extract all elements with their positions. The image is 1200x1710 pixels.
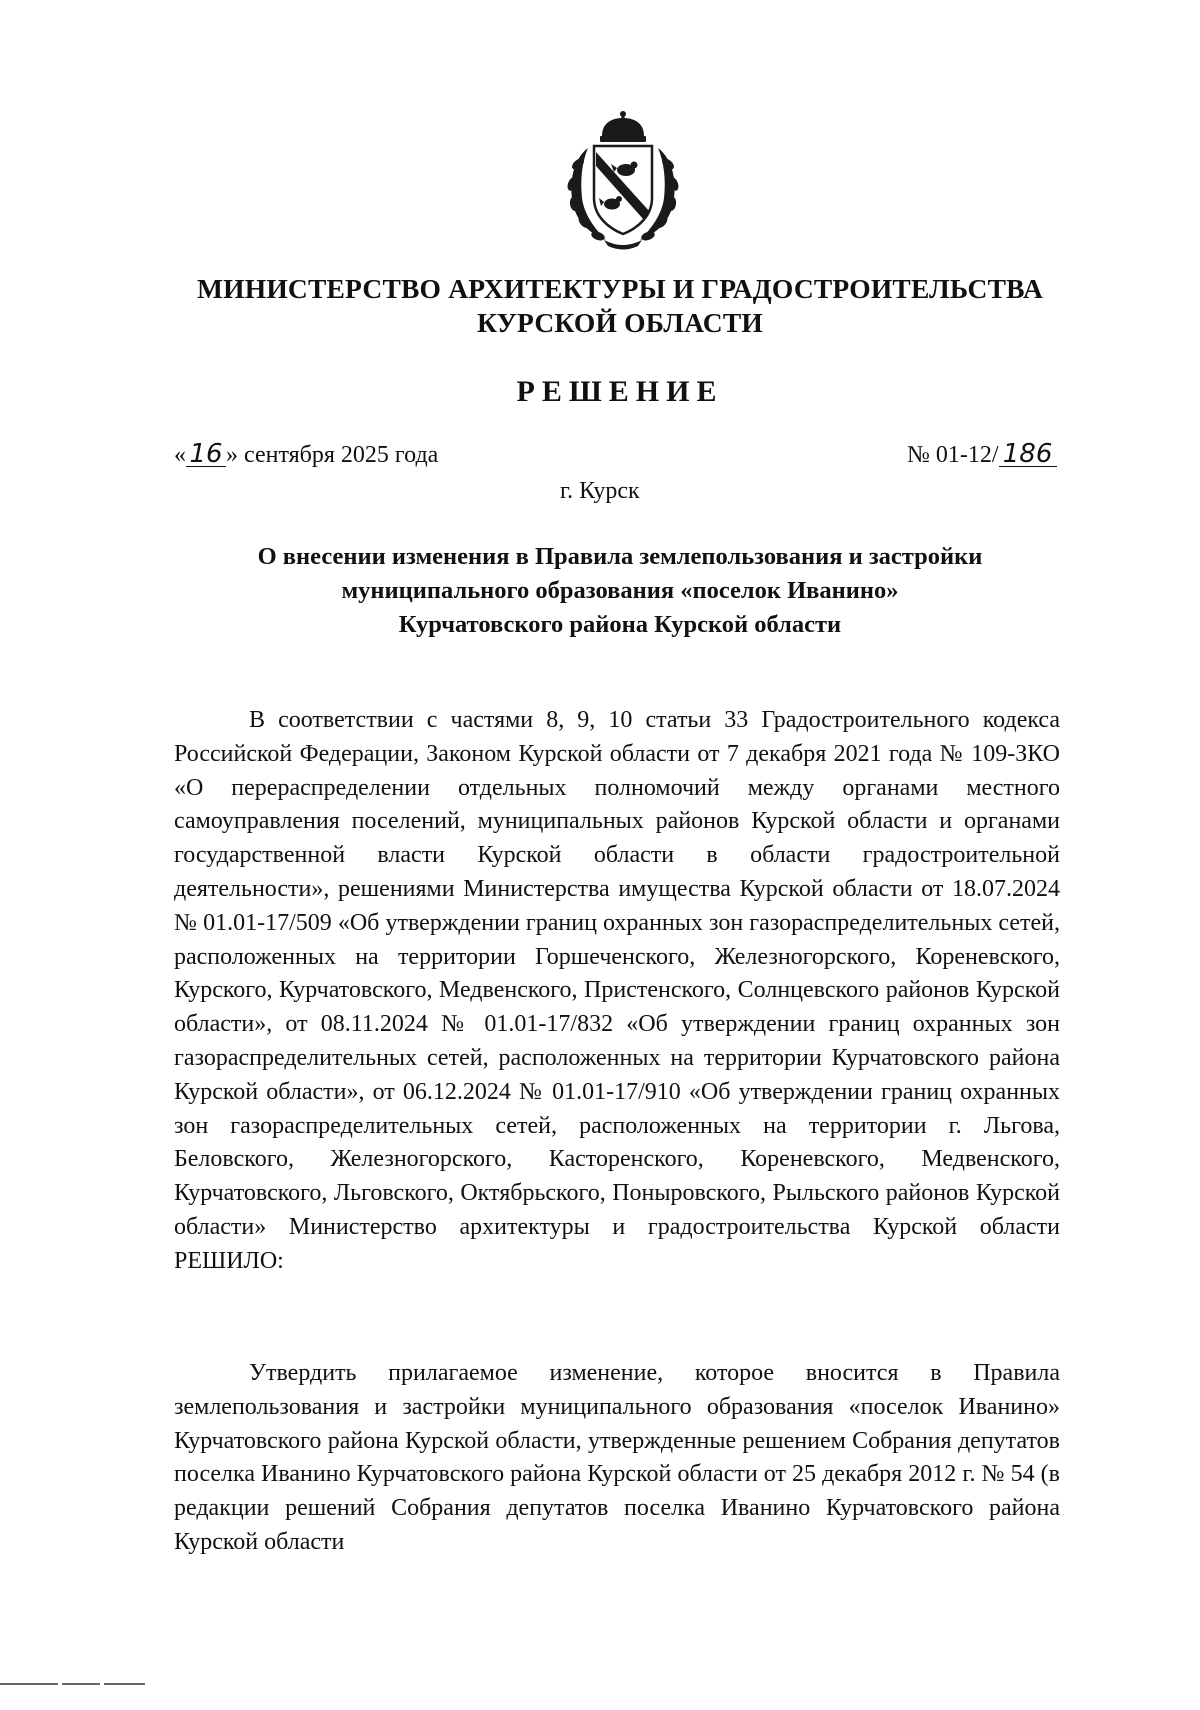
ministry-name-line2: КУРСКОЙ ОБЛАСТИ: [477, 307, 763, 338]
document-type-heading: РЕШЕНИЕ: [516, 375, 724, 408]
title-line1: О внесении изменения в Правила землепользования и застройки: [257, 543, 983, 570]
title-line3: Курчатовского района Курской области: [398, 611, 842, 638]
kursk-coat-of-arms-icon: [558, 108, 688, 253]
decision-date: [174, 438, 438, 472]
ministry-name-line1: МИНИСТЕРСТВО АРХИТЕКТУРЫ И ГРАДОСТРОИТЕЛЬСТВА: [196, 273, 1044, 304]
body-paragraph-2: Утвердить прилагаемое изменение, которое вносится в Правила землепользования и застройки муниципального образования «поселок Иванино» Курчатовского района Курской области, утвержденные решением Собрания депутатов поселка Иванино Курчатовского района Курской области от 25 декабря 2012 г. № 54 (в редакции решений Собрания депутатов поселка Иванино Курчатовского района Курской области: [174, 1360, 1060, 1555]
ministry-heading: [160, 272, 1080, 340]
date-month-year: » сентября 2025 года: [226, 442, 439, 468]
number-handwritten: 186: [999, 442, 1057, 467]
city-label: г. Курск: [560, 478, 640, 504]
date-open-quote: «: [174, 442, 186, 468]
title-line2: муниципального образования «поселок Иванино»: [341, 577, 899, 604]
number-prefix: № 01-12/: [907, 442, 999, 468]
footer-rule: [0, 1683, 145, 1687]
document-title: [160, 540, 1080, 642]
date-day-handwritten: 16: [186, 442, 226, 467]
decision-number: [907, 438, 1057, 472]
body-paragraph-1: В соответствии с частями 8, 9, 10 статьи 33 Градостроительного кодекса Российской Федерации, Законом Курской области от 7 декабря 2021 года № 109-ЗКО «О перераспределении отдельных полномочий между органами местного самоуправления поселений, муниципальных районов Курской области и органами государственной власти Курской области в области градостроительной деятельности», решениями Министерства имущества Курской области от 18.07.2024 № 01.01-17/509 «Об утверждении границ охранных зон газораспределительных сетей, расположенных на территории Горшеченского, Железногорского, Кореневского, Курского, Курчатовского, Медвенского, Пристенского, Солнцевского районов Курской области», от 08.11.2024 № 01.01-17/832 «Об утверждении границ охранных зон газораспределительных сетей, расположенных на территории Курчатовского района Курской области», от 06.12.2024 № 01.01-17/910 «Об утверждении границ охранных зон газораспределительных сетей, расположенных на территории г. Льгова, Беловского, Железногорского, Касторенского, Кореневского, Медвенского, Курчатовского, Льговского, Октябрьского, Поныровского, Рыльского районов Курской области» Министерство архитектуры и градостроительства Курской области РЕШИЛО:: [174, 707, 1060, 1274]
